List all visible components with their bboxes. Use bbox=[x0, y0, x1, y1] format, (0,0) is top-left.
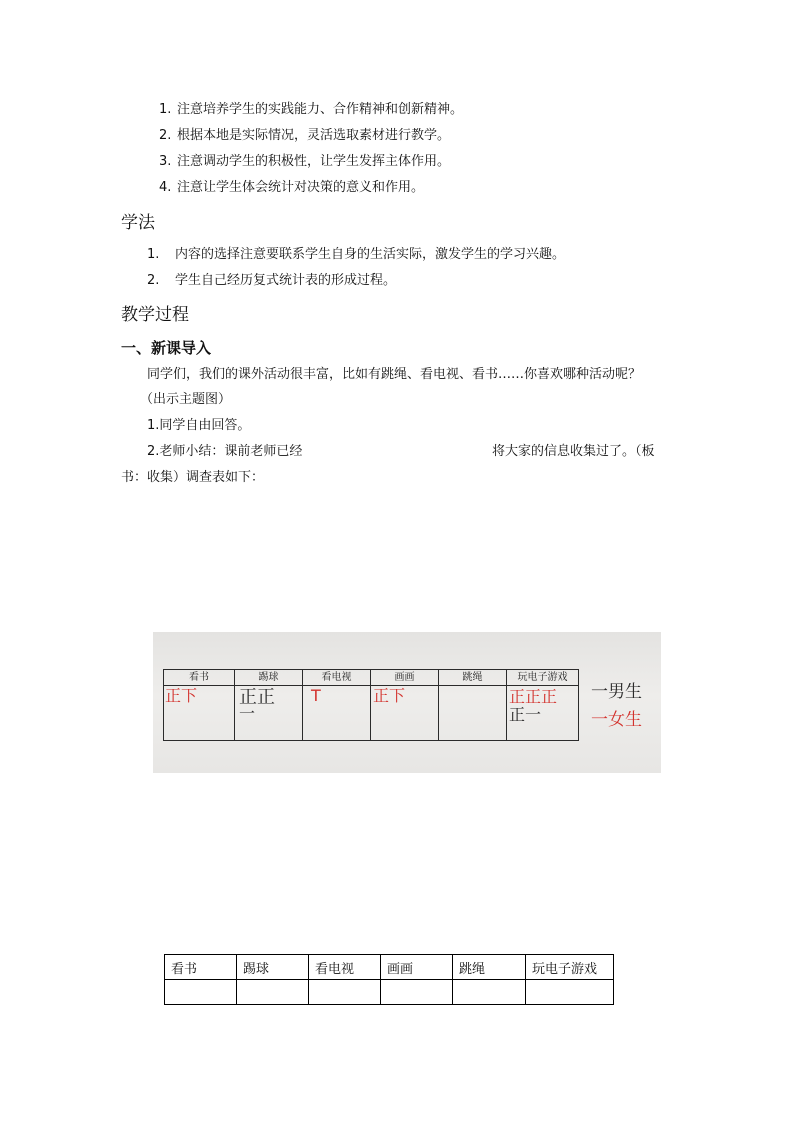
step-2-continued: 书：收集）调查表如下： bbox=[121, 470, 265, 485]
table-header-youxi: 玩电子游戏 bbox=[526, 955, 614, 980]
study-number: 1. bbox=[147, 247, 160, 262]
photo-header-kanshu: 看书 bbox=[164, 670, 235, 686]
section1-heading: 一、新课导入 bbox=[121, 339, 212, 357]
study-text: 学生自己经历复式统计表的形成过程。 bbox=[175, 273, 397, 288]
note-number: 1. bbox=[159, 102, 172, 117]
tally-huahua: 正下 bbox=[373, 686, 406, 705]
table-cell-huahua bbox=[381, 980, 453, 1005]
note-text: 注意调动学生的积极性，让学生发挥主体作用。 bbox=[177, 154, 451, 169]
table-cell-tiaosheng bbox=[453, 980, 526, 1005]
photo-cell-youxi bbox=[507, 686, 579, 741]
photo-cell-kanshu bbox=[164, 686, 235, 741]
survey-table bbox=[164, 954, 614, 1005]
tally-kanshu: 正下 bbox=[165, 686, 198, 705]
note-item-3 bbox=[159, 153, 450, 171]
note-item-4 bbox=[159, 179, 424, 197]
tally-tiqiu-row1: 正正 bbox=[239, 687, 275, 708]
table-header-tiqiu: 踢球 bbox=[237, 955, 309, 980]
photo-cell-huahua bbox=[371, 686, 439, 741]
photo-survey-table bbox=[163, 669, 579, 741]
step-2-part2: 将大家的信息收集过了。（板 bbox=[492, 444, 655, 459]
study-number: 2. bbox=[147, 273, 160, 288]
photo-cell-tiqiu bbox=[235, 686, 303, 741]
table-header-kandianshi: 看电视 bbox=[309, 955, 381, 980]
study-item-2 bbox=[147, 272, 396, 290]
tally-youxi-row1: 正正正 bbox=[509, 687, 558, 706]
tally-youxi-row2: 正一 bbox=[509, 705, 542, 724]
photo-cell-kandianshi bbox=[303, 686, 371, 741]
note-text: 根据本地是实际情况，灵活选取素材进行教学。 bbox=[177, 128, 451, 143]
step-1: 1.同学自由回答。 bbox=[147, 418, 251, 433]
survey-photo bbox=[153, 632, 661, 773]
step-2-part1: 2.老师小结：课前老师已经 bbox=[147, 444, 303, 459]
photo-header-tiaosheng: 跳绳 bbox=[439, 670, 507, 686]
tally-kandianshi: T bbox=[311, 686, 321, 705]
note-text: 注意培养学生的实践能力、合作精神和创新精神。 bbox=[177, 102, 464, 117]
legend-female: 一女生 bbox=[591, 710, 642, 730]
photo-header-tiqiu: 踢球 bbox=[235, 670, 303, 686]
legend-male: 一男生 bbox=[591, 682, 642, 702]
note-number: 2. bbox=[159, 128, 172, 143]
photo-header-kandianshi: 看电视 bbox=[303, 670, 371, 686]
study-item-1 bbox=[147, 246, 565, 264]
study-text: 内容的选择注意要联系学生自身的生活实际，激发学生的学习兴趣。 bbox=[175, 247, 566, 262]
note-item-2 bbox=[159, 127, 450, 145]
table-header-tiaosheng: 跳绳 bbox=[453, 955, 526, 980]
note-item-1 bbox=[159, 101, 463, 119]
photo-cell-tiaosheng bbox=[439, 686, 507, 741]
intro-note: （出示主题图） bbox=[140, 392, 232, 407]
table-header-huahua: 画画 bbox=[381, 955, 453, 980]
table-cell-kandianshi bbox=[309, 980, 381, 1005]
note-number: 3. bbox=[159, 154, 172, 169]
note-text: 注意让学生体会统计对决策的意义和作用。 bbox=[177, 180, 425, 195]
table-cell-kanshu bbox=[165, 980, 237, 1005]
table-cell-youxi bbox=[526, 980, 614, 1005]
process-heading: 教学过程 bbox=[121, 305, 189, 325]
tally-tiqiu-row2: 一 bbox=[239, 704, 256, 723]
intro-text: 同学们，我们的课外活动很丰富，比如有跳绳、看电视、看书……你喜欢哪种活动呢？ bbox=[147, 367, 642, 382]
study-heading: 学法 bbox=[121, 213, 155, 233]
table-cell-tiqiu bbox=[237, 980, 309, 1005]
note-number: 4. bbox=[159, 180, 172, 195]
table-header-kanshu: 看书 bbox=[165, 955, 237, 980]
photo-header-youxi: 玩电子游戏 bbox=[507, 670, 579, 686]
photo-header-huahua: 画画 bbox=[371, 670, 439, 686]
